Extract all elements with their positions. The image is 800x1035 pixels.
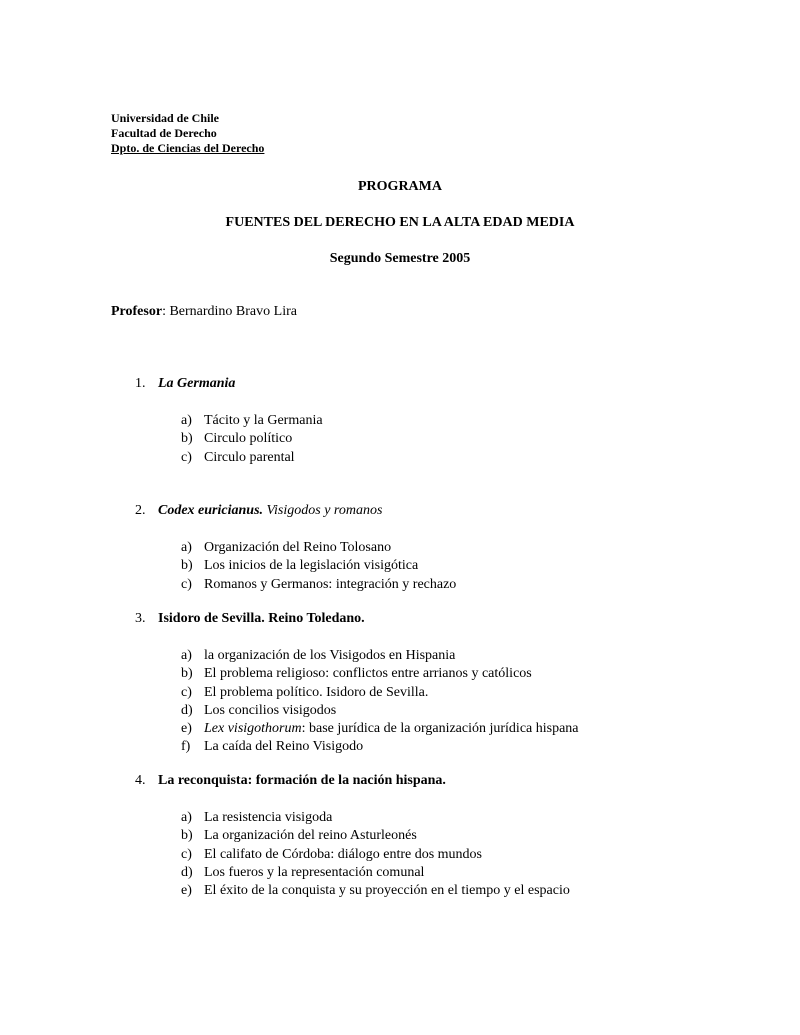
section-3-items (181, 647, 579, 757)
section-2-items (181, 539, 456, 594)
list-item: c) El problema político. Isidoro de Sevilla. (181, 684, 429, 700)
list-item: c) Romanos y Germanos: integración y rechazo (181, 576, 457, 592)
list-item: c) El califato de Córdoba: diálogo entre dos mundos (181, 846, 482, 862)
list-item: c) Circulo parental (181, 449, 295, 465)
semester-title: Segundo Semestre 2005 (329, 251, 471, 266)
professor-line (111, 304, 297, 320)
course-title: FUENTES DEL DERECHO EN LA ALTA EDAD MEDIA (225, 215, 575, 230)
section-number: 2. (135, 503, 146, 518)
list-item: b) El problema religioso: conflictos entre arrianos y católicos (181, 666, 532, 682)
programa-title: PROGRAMA (358, 179, 442, 194)
list-item: b) Circulo político (181, 431, 293, 447)
section-heading-4 (135, 773, 446, 789)
institution-header (111, 111, 264, 156)
section-number: 3. (135, 611, 146, 626)
section-number: 4. (135, 773, 146, 788)
section-title: La reconquista: formación de la nación hispana. (158, 773, 446, 788)
section-number: 1. (135, 376, 146, 391)
list-item: e) El éxito de la conquista y su proyección en el tiempo y el espacio (181, 883, 570, 899)
section-subtitle: Visigodos y romanos (263, 503, 383, 518)
university-name: Universidad de Chile (111, 111, 220, 125)
section-heading-2 (135, 503, 382, 519)
list-item: a) Organización del Reino Tolosano (181, 540, 392, 555)
list-item: b) La organización del reino Asturleonés (181, 828, 417, 844)
section-4-items (181, 809, 570, 900)
list-item: a) La resistencia visigoda (181, 810, 333, 825)
list-item: d) Los concilios visigodos (181, 702, 337, 718)
section-1-items (181, 412, 323, 467)
section-title: Isidoro de Sevilla. Reino Toledano. (158, 611, 365, 626)
list-item: d) Los fueros y la representación comunal (181, 864, 425, 880)
list-item: e) Lex visigothorum: base jurídica de la organización jurídica hispana (181, 721, 579, 737)
department-name: Dpto. de Ciencias del Derecho (111, 141, 265, 155)
list-item: b) Los inicios de la legislación visigótica (181, 558, 419, 574)
section-heading-3 (135, 611, 365, 627)
professor-name: : Bernardino Bravo Lira (162, 304, 297, 319)
list-item: f) La caída del Reino Visigodo (181, 739, 364, 755)
list-item: a) la organización de los Visigodos en Hispania (181, 648, 456, 663)
section-title: Codex euricianus. (158, 503, 264, 518)
professor-label: Profesor (111, 304, 163, 319)
section-title: La Germania (158, 376, 236, 391)
section-heading-1 (135, 376, 235, 392)
list-item: a) Tácito y la Germania (181, 413, 323, 428)
faculty-name: Facultad de Derecho (111, 126, 217, 140)
